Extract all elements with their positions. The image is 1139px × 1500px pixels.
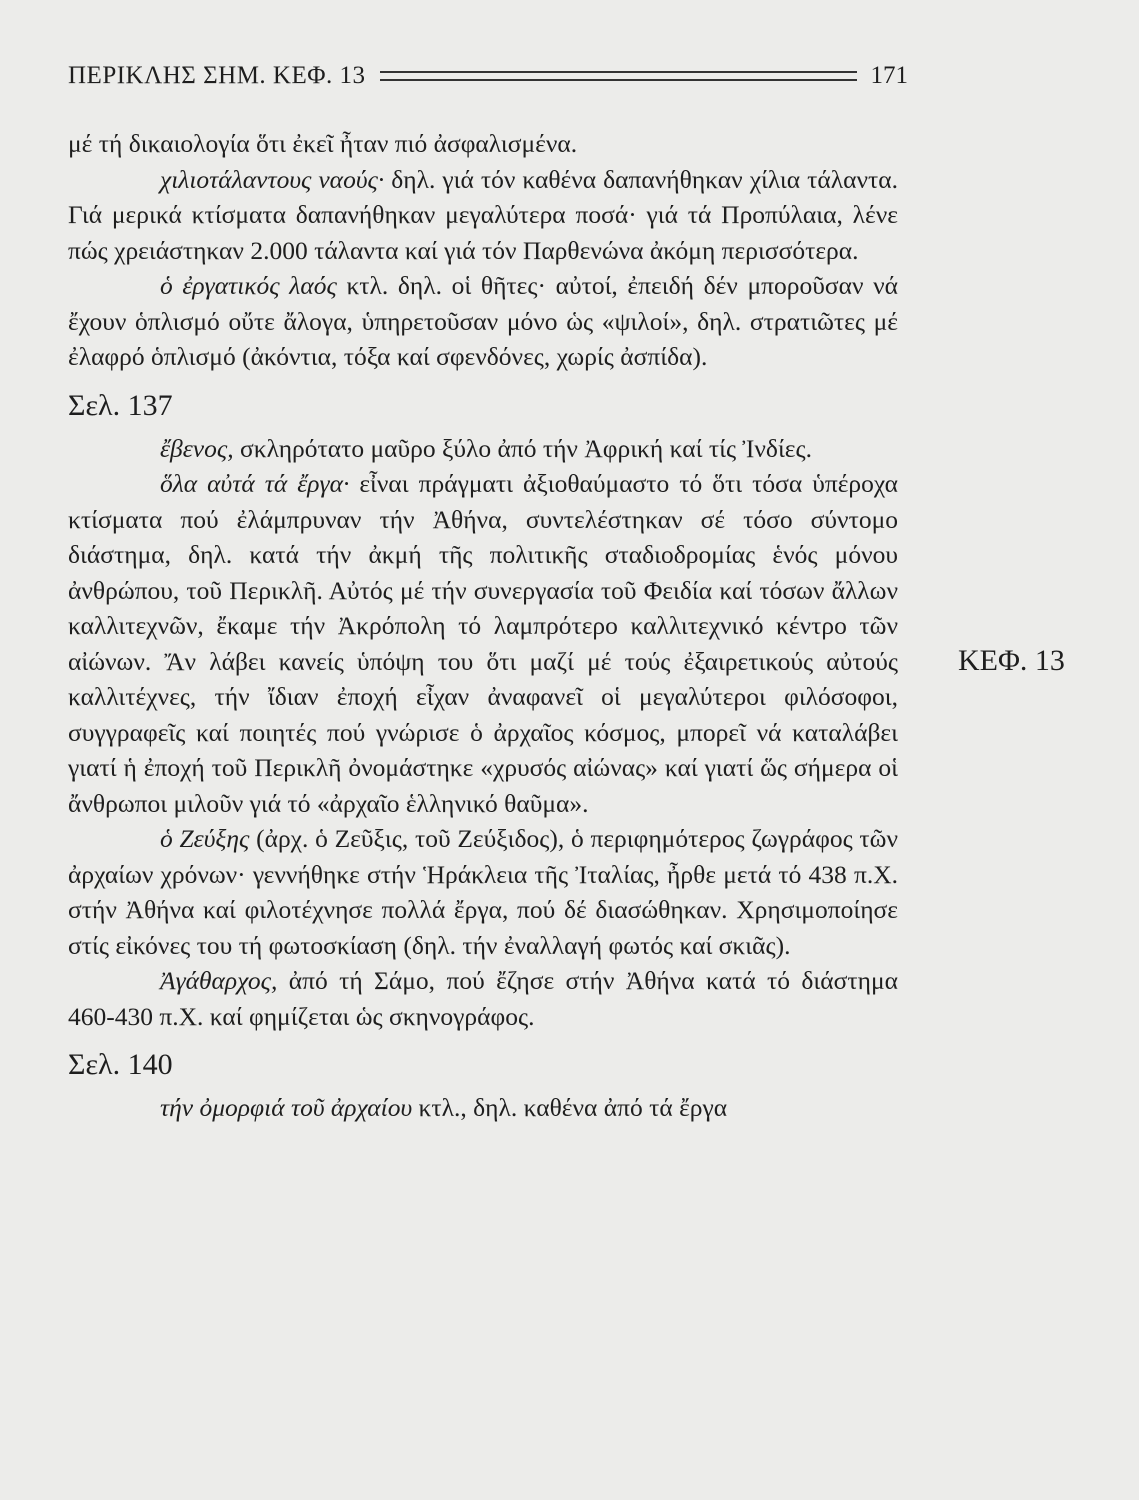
- page-header: [68, 56, 908, 96]
- note-term: Ἀγάθαρχος,: [160, 966, 278, 995]
- section-heading: Σελ. 137: [68, 388, 173, 422]
- running-head: ΠΕΡΙΚΛΗΣ ΣΗΜ. ΚΕΦ. 13: [68, 62, 366, 89]
- note-text: (ἀρχ. ὁ Ζεῦξις, τοῦ Ζεύξιδος), ὁ περιφημότερος ζωγράφος τῶν ἀρχαίων χρόνων· γεννήθηκε στήν Ἡράκλεια τῆς Ἰταλίας, ἦρθε μετά τό 438 π.Χ. στήν Ἀθήνα καί φιλοτέχνησε πολλά ἔργα, πού δέ διασώθηκαν. Χρησιμοποίησε στίς εἰκόνες του τή φωτοσκίαση (δηλ. τήν ἐναλλαγή φωτός καί σκιᾶς).: [68, 824, 898, 960]
- note-text: κτλ. δηλ. οἱ θῆτες· αὐτοί, ἐπειδή δέν μποροῦσαν νά ἔχουν ὁπλισμό οὔτε ἄλογα, ὑπηρετοῦσαν μόνο ὡς «ψιλοί», δηλ. στρατιῶτες μέ ἐλαφρό ὁπλισμό (ἀκόντια, τόξα καί σφενδόνες, χωρίς ἀσπίδα).: [68, 271, 899, 371]
- note-entry: [68, 162, 898, 269]
- header-rule: [380, 71, 857, 81]
- note-text: ἀπό τή Σάμο, πού ἔζησε στήν Ἀθήνα κατά τό διάστημα 460-430 π.Χ. καί φημίζεται ὡς σκηνογράφος.: [68, 966, 898, 1031]
- margin-chapter-note: ΚΕΦ. 13: [958, 644, 1065, 677]
- note-term: τήν ὀμορφιά τοῦ ἀρχαίου: [160, 1093, 413, 1122]
- paragraph: [68, 126, 898, 162]
- note-entry: [68, 963, 898, 1034]
- note-term: χιλιοτάλαντους ναούς·: [160, 164, 385, 194]
- note-entry: [68, 821, 898, 963]
- note-term: ὅλα αὐτά τά ἔργα·: [160, 469, 350, 498]
- note-term: ἔβενος,: [160, 433, 234, 463]
- page-body: [68, 126, 898, 1126]
- note-text: κτλ., δηλ. καθένα ἀπό τά ἔργα: [412, 1093, 728, 1122]
- note-entry: [68, 466, 898, 821]
- note-entry: [68, 1090, 898, 1126]
- page-number: 171: [870, 62, 908, 89]
- section-heading: Σελ. 140: [68, 1048, 173, 1081]
- note-text: δηλ. γιά τόν καθένα δαπανήθηκαν χίλια τάλαντα. Γιά μερικά κτίσματα δαπανήθηκαν μεγαλύτερα ποσά· γιά τά Προπύλαια, λένε πώς χρειάστηκαν 2.000 τάλαντα καί γιά τόν Παρθενώνα ἀκόμη περισσότερα.: [68, 164, 898, 265]
- note-term: ὁ Ζεύξης: [160, 824, 250, 853]
- note-text: σκληρότατο μαῦρο ξύλο ἀπό τήν Ἀφρική καί τίς Ἰνδίες.: [233, 433, 812, 463]
- note-entry: [68, 268, 898, 375]
- note-term: ὁ ἐργατικός λαός: [160, 271, 337, 300]
- paragraph-text: μέ τή δικαιολογία ὅτι ἐκεῖ ἦταν πιό ἀσφαλισμένα.: [68, 129, 578, 158]
- note-entry: [68, 431, 898, 467]
- note-text: εἶναι πράγματι ἀξιοθαύμαστο τό ὅτι τόσα ὑπέροχα κτίσματα πού ἐλάμπρυναν τήν Ἀθήνα, συντελέστηκαν σέ τόσο σύντομο διάστημα, δηλ. κατά τήν ἀκμή τῆς πολιτικῆς σταδιοδρομίας ἑνός μόνου ἀνθρώπου, τοῦ Περικλῆ. Αὐτός μέ τήν συνεργασία τοῦ Φειδία καί τόσων ἄλλων καλλιτεχνῶν, ἔκαμε τήν Ἀκρόπολη τό λαμπρότερο καλλιτεχνικό κέντρο τῶν αἰώνων. Ἄν λάβει κανείς ὑπόψη του ὅτι μαζί μέ τούς ἐξαιρετικούς αὐτούς καλλιτέχνες, τήν ἴδιαν ἐποχή εἶχαν ἀναφανεῖ οἱ μεγαλύτεροι φιλόσοφοι, συγγραφεῖς καί ποιητές πού γνώρισε ὁ ἀρχαῖος κόσμος, μπορεῖ νά καταλάβει γιατί ἡ ἐποχή τοῦ Περικλῆ ὀνομάστηκε «χρυσός αἰώνας» καί γιατί ὥς σήμερα οἱ ἄνθρωποι μιλοῦν γιά τό «ἀρχαῖο ἑλληνικό θαῦμα».: [68, 469, 898, 818]
